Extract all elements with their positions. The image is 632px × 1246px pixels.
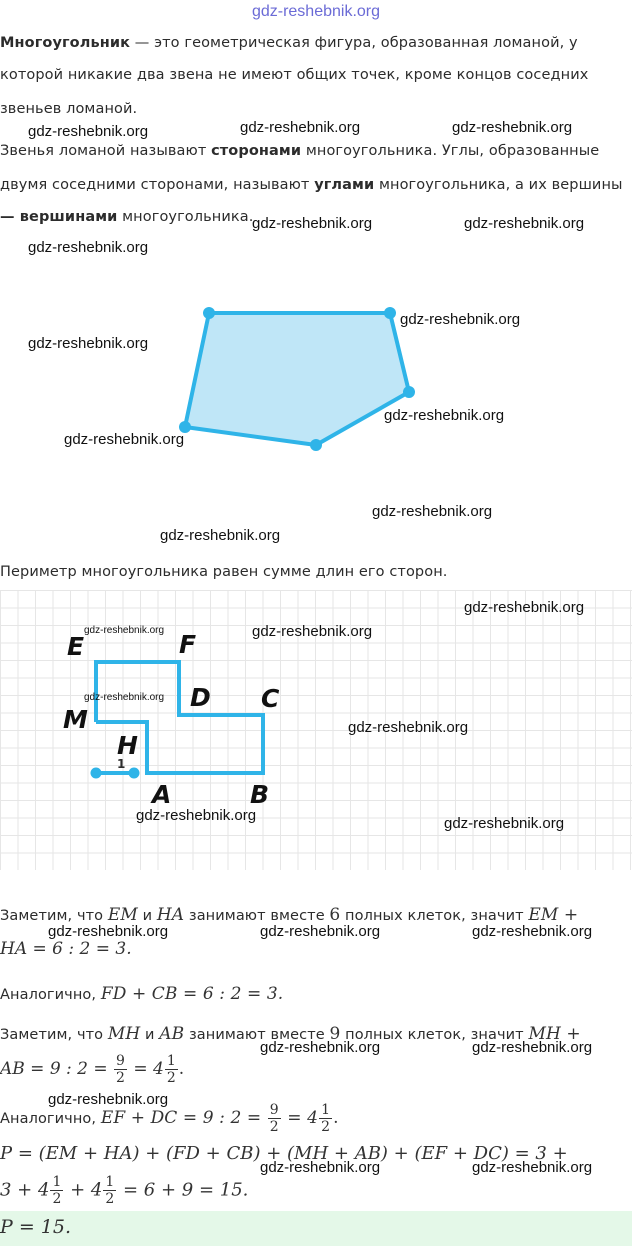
watermark-text: gdz-reshebnik.org xyxy=(84,625,165,636)
term-vertices: — вершинами xyxy=(0,209,118,225)
math-expression: EM + xyxy=(528,905,579,925)
watermark-text: gdz-reshebnik.org xyxy=(28,123,149,140)
label-D: D xyxy=(190,683,211,712)
watermark-text: gdz-reshebnik.org xyxy=(48,923,169,940)
definition-line-5 xyxy=(0,177,623,193)
definition-text: многоугольника, а их вершины xyxy=(374,177,623,193)
label-A: A xyxy=(152,780,172,809)
unit-point xyxy=(129,768,140,779)
math-six: 6 xyxy=(329,905,341,925)
watermark-text: gdz-reshebnik.org xyxy=(472,1039,593,1056)
unit-point xyxy=(91,768,102,779)
math-MH: MH xyxy=(107,1024,141,1044)
fraction: $\frac{1}{2}$ xyxy=(105,1174,115,1207)
solution-line-5b: 3 + 4 $\frac{1}{2}$ + 4 $\frac{1}{2}$ = 6 + 9 = 15. xyxy=(0,1174,249,1207)
math-nine: 9 xyxy=(329,1024,341,1044)
watermark-text: gdz-reshebnik.org xyxy=(372,503,493,520)
fraction: $\frac{1}{2}$ xyxy=(166,1053,176,1086)
definition-line-1 xyxy=(0,35,578,51)
definition-text: двумя соседними сторонами, называют xyxy=(0,177,315,193)
watermark-text: gdz-reshebnik.org xyxy=(252,215,373,232)
watermark-text: gdz-reshebnik.org xyxy=(252,623,373,640)
solution-text: и xyxy=(140,1027,160,1043)
label-H: H xyxy=(117,731,138,760)
label-M: M xyxy=(63,705,88,734)
answer: P = 15. xyxy=(0,1216,71,1238)
watermark-text: gdz-reshebnik.org xyxy=(464,215,585,232)
definition-line-6 xyxy=(0,209,253,225)
watermark-text: gdz-reshebnik.org xyxy=(240,119,361,136)
watermark-text: gdz-reshebnik.org xyxy=(48,1091,169,1108)
watermark-text: gdz-reshebnik.org xyxy=(464,599,585,616)
label-unit: 1 xyxy=(117,757,126,771)
answer-highlight xyxy=(0,1211,632,1246)
solution-text: Заметим, что xyxy=(0,1027,108,1043)
vertex-point xyxy=(310,439,322,451)
math-HA: HA xyxy=(156,905,185,925)
polygon-shape xyxy=(185,313,409,445)
definition-text: многоугольника. Углы, образованные xyxy=(301,143,600,159)
solution-text: и xyxy=(137,908,157,924)
label-B: B xyxy=(250,780,270,809)
label-E: E xyxy=(67,632,85,661)
fraction: $\frac{1}{2}$ xyxy=(321,1102,331,1135)
definition-text: многоугольника. xyxy=(117,209,254,225)
fraction: $\frac{1}{2}$ xyxy=(52,1174,62,1207)
solution-line-3b: AB = 9 : 2 = $\frac{9}{2}$ = 4 $\frac{1}{2}$ . xyxy=(0,1053,185,1086)
watermark-text: gdz-reshebnik.org xyxy=(348,719,469,736)
math-expression: FD + CB = 6 : 2 = 3. xyxy=(100,984,284,1004)
term-angles: углами xyxy=(314,177,375,193)
math-expression: MH + xyxy=(528,1024,581,1044)
watermark-text: gdz-reshebnik.org xyxy=(28,239,149,256)
solution-text: занимают вместе xyxy=(184,1027,330,1043)
watermark-text: gdz-reshebnik.org xyxy=(472,923,593,940)
vertex-point xyxy=(203,307,215,319)
solution-line-5: P = (EM + HA) + (FD + CB) + (MH + AB) + (EF + DC) = 3 + xyxy=(0,1143,568,1164)
solution-line-1b: HA = 6 : 2 = 3. xyxy=(0,939,132,959)
solution-line-1 xyxy=(0,905,578,925)
math-EM: EM xyxy=(107,905,138,925)
math-AB: AB xyxy=(159,1024,185,1044)
watermark-text: gdz-reshebnik.org xyxy=(400,311,521,328)
term-sides: сторонами xyxy=(211,143,302,159)
definition-line-2: которой никакие два звена не имеют общих точек, кроме концов соседних xyxy=(0,67,589,83)
definition-text: — это геометрическая фигура, образованная ломаной, у xyxy=(130,35,578,51)
solution-line-2 xyxy=(0,984,283,1004)
definition-line-4 xyxy=(0,143,599,159)
math-expression: EF + DC = 9 : 2 = $\frac{9}{2}$ = 4 $\frac{1}{2}$ . xyxy=(100,1102,339,1135)
solution-text: полных клеток, значит xyxy=(340,1027,529,1043)
vertex-point xyxy=(384,307,396,319)
top-watermark: gdz-reshebnik.org xyxy=(251,3,381,20)
watermark-text: gdz-reshebnik.org xyxy=(28,335,149,352)
definition-text: Звенья ломаной называют xyxy=(0,143,212,159)
watermark-text: gdz-reshebnik.org xyxy=(452,119,573,136)
term-polygon: Многоугольник xyxy=(0,35,131,51)
solution-text: Аналогично, xyxy=(0,987,101,1003)
watermark-text: gdz-reshebnik.org xyxy=(260,1159,381,1176)
watermark-text: gdz-reshebnik.org xyxy=(64,431,185,448)
watermark-text: gdz-reshebnik.org xyxy=(444,815,565,832)
watermark-text: gdz-reshebnik.org xyxy=(260,1039,381,1056)
fraction: $\frac{9}{2}$ xyxy=(116,1053,125,1086)
watermark-text: gdz-reshebnik.org xyxy=(84,692,165,703)
watermark-text: gdz-reshebnik.org xyxy=(136,807,257,824)
watermark-text: gdz-reshebnik.org xyxy=(260,923,381,940)
solution-text: Аналогично, xyxy=(0,1111,101,1127)
fraction: $\frac{9}{2}$ xyxy=(269,1102,279,1135)
watermark-text: gdz-reshebnik.org xyxy=(384,407,505,424)
watermark-text: gdz-reshebnik.org xyxy=(472,1159,593,1176)
label-C: C xyxy=(261,684,280,713)
perimeter-rule: Периметр многоугольника равен сумме длин его сторон. xyxy=(0,564,448,580)
solution-text: Заметим, что xyxy=(0,908,108,924)
solution-text: занимают вместе xyxy=(184,908,330,924)
label-F: F xyxy=(179,630,197,659)
watermark-text: gdz-reshebnik.org xyxy=(160,527,281,544)
vertex-point xyxy=(403,386,415,398)
definition-line-3: звеньев ломаной. xyxy=(0,101,138,117)
solution-text: полных клеток, значит xyxy=(340,908,529,924)
